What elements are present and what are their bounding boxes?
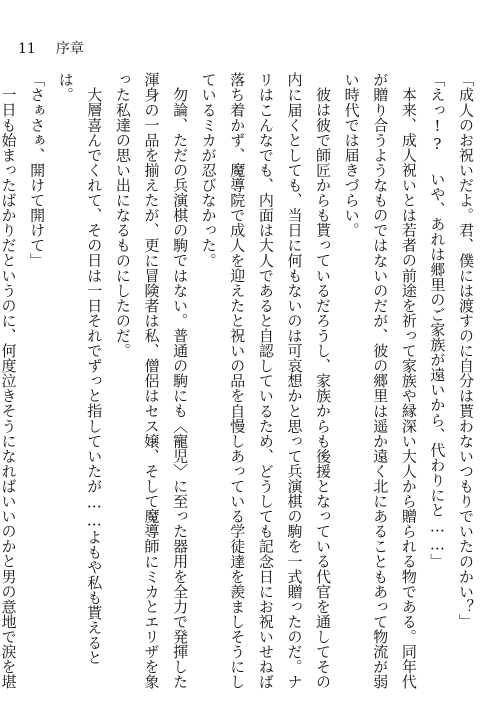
body-text bbox=[0, 72, 480, 692]
page-header bbox=[18, 38, 84, 58]
paragraph: 「えっ!? いや、あれは郷里のご家族が遠いから、代わりにと……」 bbox=[428, 72, 447, 569]
paragraph: 「成人のお祝いだよ。君、僕には渡すのに自分は貰わないつもりでいたのかい？」 bbox=[457, 72, 475, 629]
page-number: 11 bbox=[18, 41, 36, 57]
paragraph: 彼は彼で師匠からも貰っているだろうし、家族からも後援となっている代官を通してその内に届くとしても、当日に何もないのは可哀想かと思って兵演棋の駒を一式贈ったのだ。ナリはこんなでも、内面は大人であると自認しているため、どうしても記念日にお祝いせねば落ち着かず、魔導院で成人を迎えたと祝いの品を自慢しあっている学徒達を羨ましそうにしているミカが忍びなかった。 bbox=[199, 72, 333, 690]
paragraph: 一日も始まったばかりだというのに、何度泣きそうになればいいのかと男の意地で涙を堪 bbox=[0, 87, 18, 689]
paragraph: 勿論、ただの兵演棋の駒ではない。普通の駒にも〈寵児〉に至った器用を全力で発揮した渾身の一品を揃えたが、更に冒険者は私、僧侶はセス嬢、そして魔導師にミカとエリザを象った私達の思い出になるものにしたのだ。 bbox=[113, 72, 190, 690]
paragraph: 大層喜んでくれて、その日は一日それでずっと指していたが……よもや私も貰えるとは。 bbox=[56, 72, 104, 665]
paragraph: 本来、成人祝いとは若者の前途を祈って家族や縁深い大人から贈られる物である。同年代が贈り合うようなものではないのだが、彼の郷里は遥か遠く北にあることもあって物流が弱い時代では届きづらい。 bbox=[342, 72, 418, 690]
chapter-title: 序章 bbox=[55, 41, 84, 57]
paragraph: 「さぁさぁ、開けて開けて」 bbox=[28, 72, 47, 268]
